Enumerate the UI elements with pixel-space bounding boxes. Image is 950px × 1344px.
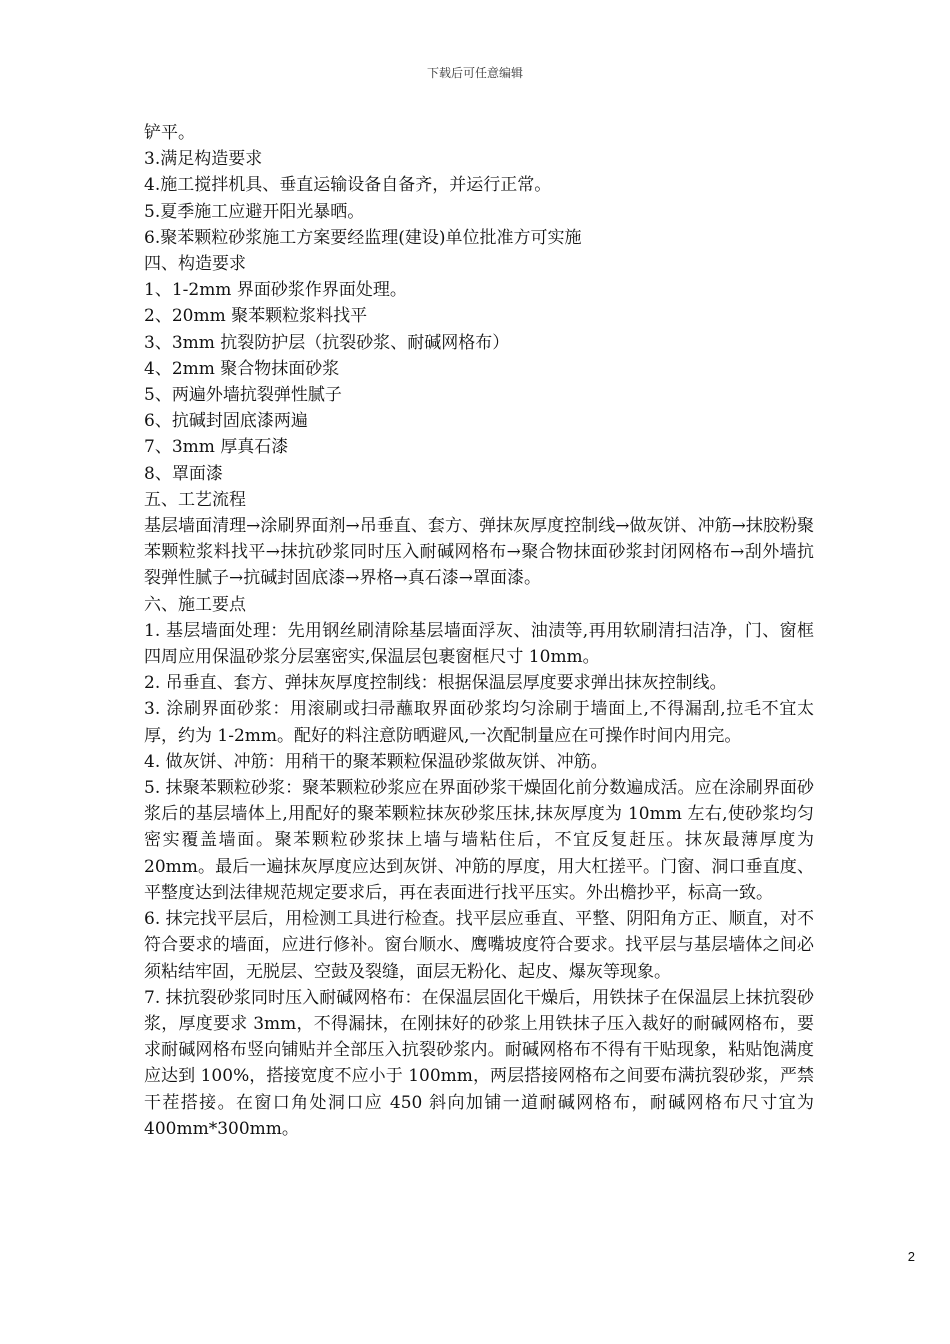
document-body bbox=[144, 120, 814, 1142]
section-heading: 五、工艺流程 bbox=[144, 489, 246, 510]
section-heading: 六、施工要点 bbox=[144, 594, 246, 615]
list-item: 8、罩面漆 bbox=[144, 463, 223, 484]
process-flow-paragraph: 基层墙面清理→涂刷界面剂→吊垂直、套方、弹抹灰厚度控制线→做灰饼、冲筋→抹胶粉聚苯颗粒浆料找平→抹抗砂浆同时压入耐碱网格布→聚合物抹面砂浆封闭网格布→刮外墙抗裂弹性腻子→抗碱封固底漆→界格→真石漆→罩面漆。 bbox=[144, 516, 814, 589]
text-line: 5.夏季施工应避开阳光暴晒。 bbox=[144, 201, 365, 222]
section-heading: 四、构造要求 bbox=[144, 254, 246, 275]
list-item: 4、2mm 聚合物抹面砂浆 bbox=[144, 358, 340, 379]
construction-point: 4. 做灰饼、冲筋：用稍干的聚苯颗粒保温砂浆做灰饼、冲筋。 bbox=[144, 751, 608, 772]
construction-point: 2. 吊垂直、套方、弹抹灰厚度控制线：根据保温层厚度要求弹出抹灰控制线。 bbox=[144, 673, 727, 694]
list-item: 6、抗碱封固底漆两遍 bbox=[144, 411, 308, 432]
construction-point: 7. 抹抗裂砂浆同时压入耐碱网格布：在保温层固化干燥后，用铁抹子在保温层上抹抗裂砂浆，厚度要求 3mm，不得漏抹，在刚抹好的砂浆上用铁抹子压入裁好的耐碱网格布，要求耐碱网格布竖向铺贴并全部压入抗裂砂浆内。耐碱网格布不得有干贴现象，粘贴饱满度应达到 100%，搭接宽度不应小于 100mm，两层搭接网格布之间要布满抗裂砂浆，严禁干茬搭接。在窗口角处洞口应 450 斜向加铺一道耐碱网格布，耐碱网格布尺寸宜为 400mm*300mm。 bbox=[144, 987, 814, 1139]
text-line: 4.施工搅拌机具、垂直运输设备自备齐，并运行正常。 bbox=[144, 175, 552, 196]
construction-point: 1. 基层墙面处理：先用钢丝刷清除基层墙面浮灰、油渍等,再用软刷清扫洁净，门、窗框四周应用保温砂浆分层塞密实,保温层包裹窗框尺寸 10mm。 bbox=[144, 620, 814, 668]
list-item: 7、3mm 厚真石漆 bbox=[144, 437, 289, 458]
construction-point: 5. 抹聚苯颗粒砂浆：聚苯颗粒砂浆应在界面砂浆干燥固化前分数遍成活。应在涂刷界面砂浆后的基层墙体上,用配好的聚苯颗粒抹灰砂浆压抹,抹灰厚度为 10mm 左右,使砂浆均匀密实覆盖墙面。聚苯颗粒砂浆抹上墙与墙粘住后，不宜反复赶压。抹灰最薄厚度为 20mm。最后一遍抹灰厚度应达到灰饼、冲筋的厚度，用大杠搓平。门窗、洞口垂直度、平整度达到法律规范规定要求后，再在表面进行找平压实。外出檐抄平，标高一致。 bbox=[144, 778, 814, 903]
text-line: 6.聚苯颗粒砂浆施工方案要经监理(建设)单位批准方可实施 bbox=[144, 227, 582, 248]
text-line: 铲平。 bbox=[144, 123, 195, 143]
construction-point: 3. 涂刷界面砂浆：用滚刷或扫帚蘸取界面砂浆均匀涂刷于墙面上,不得漏刮,拉毛不宜太厚，约为 1-2mm。配好的料注意防晒避风,一次配制量应在可操作时间内用完。 bbox=[144, 699, 814, 746]
page-number: 2 bbox=[907, 1249, 915, 1264]
text-line: 3.满足构造要求 bbox=[144, 149, 263, 170]
page-header-note: 下载后可任意编辑 bbox=[426, 66, 523, 80]
construction-point: 6. 抹完找平层后，用检测工具进行检查。找平层应垂直、平整、阴阳角方正、顺直，对不符合要求的墙面，应进行修补。窗台顺水、鹰嘴坡度符合要求。找平层与基层墙体之间必须粘结牢固，无脱层、空鼓及裂缝，面层无粉化、起皮、爆灰等现象。 bbox=[144, 909, 814, 982]
list-item: 5、两遍外墙抗裂弹性腻子 bbox=[144, 385, 342, 406]
list-item: 1、1-2mm 界面砂浆作界面处理。 bbox=[144, 280, 407, 301]
list-item: 2、20mm 聚苯颗粒浆料找平 bbox=[144, 306, 368, 327]
list-item: 3、3mm 抗裂防护层（抗裂砂浆、耐碱网格布） bbox=[144, 332, 510, 353]
